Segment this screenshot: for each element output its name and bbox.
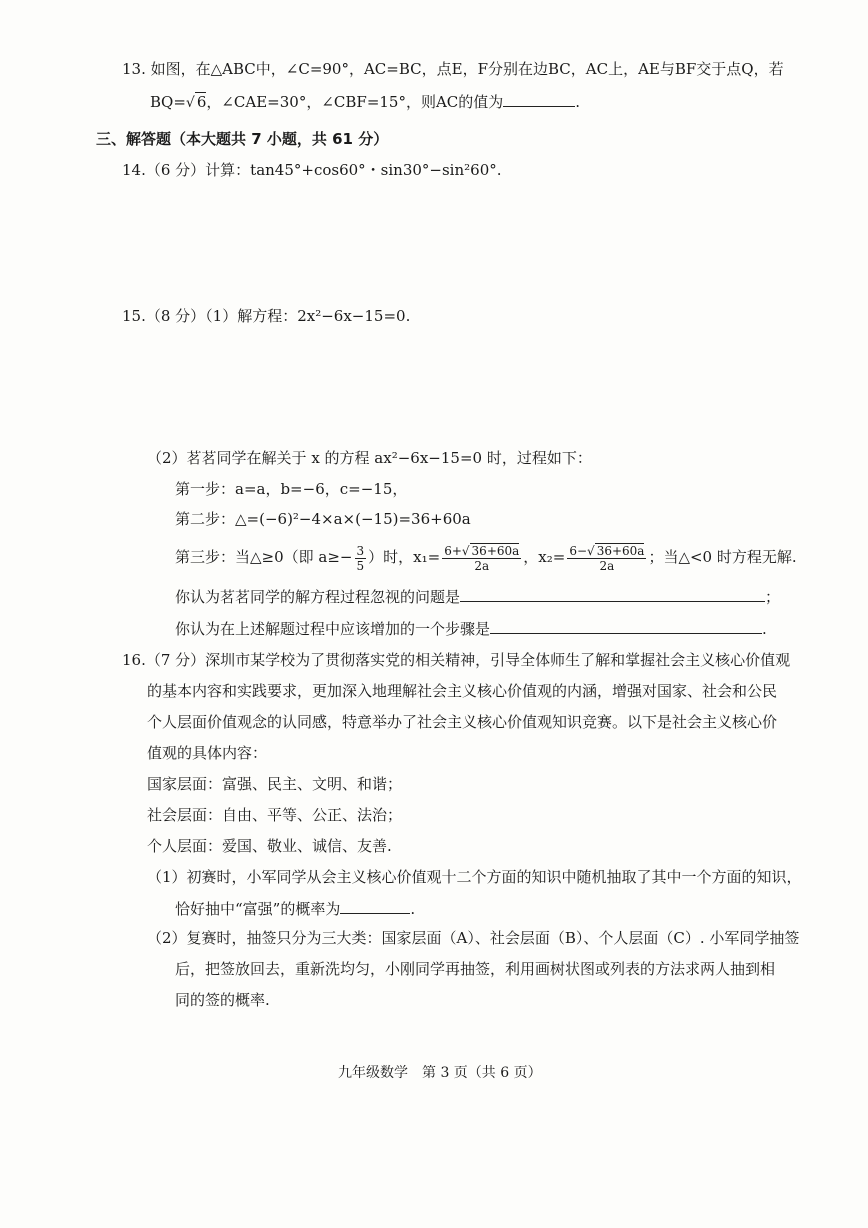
- q16-p4: 值观的具体内容：: [147, 744, 268, 762]
- frac-den: 5: [356, 558, 365, 573]
- q16-sub2-c: 同的签的概率.: [175, 991, 270, 1009]
- ask2-end: .: [762, 620, 767, 638]
- sqrt-sign: √: [185, 95, 195, 111]
- q15-step3: [175, 540, 797, 574]
- sub1-end: .: [410, 900, 416, 918]
- q14-text: 14.（6 分）计算：tan45°+cos60°・sin30°−sin²60°.: [122, 161, 502, 179]
- q15-step2: 第二步：△=(−6)²−4×a×(−15)=36+60a: [175, 510, 471, 528]
- q15-ask1: [175, 585, 780, 608]
- q15-step1: 第一步：a=a，b=−6，c=−15，: [175, 480, 408, 498]
- q13-text-a: BQ=: [150, 93, 186, 111]
- x1-den: 2a: [474, 558, 490, 573]
- q15-part1: 15.（8 分）（1）解方程：2x²−6x−15=0.: [122, 307, 411, 325]
- frac-num: 3: [356, 543, 365, 558]
- x1-num-prefix: 6+: [444, 543, 462, 558]
- x1-radicand: 36+60a: [471, 543, 520, 558]
- q13-line2: [150, 90, 580, 114]
- q16-sub2-a: （2）复赛时，抽签只分为三大类：国家层面（A）、社会层面（B）、个人层面（C）. 小军同学抽签: [147, 929, 800, 947]
- ask1-end: ；: [765, 588, 781, 606]
- q13-text-b: ，∠CAE=30°，∠CBF=15°，则AC的值为: [206, 93, 504, 111]
- fraction-3-5: [355, 544, 367, 573]
- q16-social: 社会层面：自由、平等、公正、法治；: [147, 806, 403, 824]
- step3-text-a: 第三步：当△≥0（即 a≥−: [175, 548, 353, 566]
- sqrt-value: 6: [196, 93, 207, 111]
- ask2-answer-blank[interactable]: [490, 617, 762, 634]
- step3-text-c: ，x₂=: [523, 548, 566, 566]
- page-footer: 九年级数学 第 3 页（共 6 页）: [338, 1065, 542, 1081]
- q13-line1: 13. 如图，在△ABC中，∠C=90°，AC=BC，点E，F分别在边BC，AC上，AE与BF交于点Q，若: [122, 60, 784, 78]
- q13-answer-blank[interactable]: [503, 90, 575, 107]
- q16-sub1-b: [175, 897, 415, 920]
- x2-den: 2a: [599, 558, 615, 573]
- x2-num: 6−√ 36+60a: [569, 543, 645, 558]
- q15-part2-intro: （2）茗茗同学在解关于 x 的方程 ax²−6x−15=0 时，过程如下：: [147, 449, 592, 467]
- q16-personal: 个人层面：爱国、敬业、诚信、友善.: [147, 837, 392, 855]
- section-title: 三、解答题（本大题共 7 小题，共 61 分）: [96, 130, 389, 148]
- step3-text-b: ）时，x₁=: [368, 548, 441, 566]
- q16-sub1-a: （1）初赛时，小军同学从会主义核心价值观十二个方面的知识中随机抽取了其中一个方面的知识，: [147, 868, 802, 886]
- x2-radicand: 36+60a: [596, 543, 645, 558]
- q13-end: .: [575, 93, 581, 111]
- q15-ask2: [175, 617, 767, 640]
- ask2-text: 你认为在上述解题过程中应该增加的一个步骤是: [175, 620, 491, 638]
- fraction-x2: [567, 544, 646, 573]
- q16-national: 国家层面：富强、民主、文明、和谐；: [147, 775, 403, 793]
- fraction-x1: [442, 544, 521, 573]
- x2-num-prefix: 6−: [569, 543, 588, 558]
- step3-text-d: ；当△<0 时方程无解.: [648, 548, 797, 566]
- q16-p1: 16.（7 分）深圳市某学校为了贯彻落实党的相关精神，引导全体师生了解和掌握社会主义核心价值观: [122, 651, 791, 669]
- x1-num: 6+√ 36+60a: [444, 543, 520, 558]
- ask1-answer-blank[interactable]: [460, 585, 765, 602]
- q16-p2: 的基本内容和实践要求，更加深入地理解社会主义核心价值观的内涵，增强对国家、社会和公民: [147, 682, 778, 700]
- sub1-answer-blank[interactable]: [340, 897, 410, 914]
- sub1-text: 恰好抽中“富强”的概率为: [175, 900, 341, 918]
- ask1-text: 你认为茗茗同学的解方程过程忽视的问题是: [175, 588, 461, 606]
- q16-p3: 个人层面价值观念的认同感，特意举办了社会主义核心价值观知识竞赛。以下是社会主义核心价: [147, 713, 778, 731]
- q16-sub2-b: 后，把签放回去，重新洗均匀，小刚同学再抽签，利用画树状图或列表的方法求两人抽到相: [175, 960, 776, 978]
